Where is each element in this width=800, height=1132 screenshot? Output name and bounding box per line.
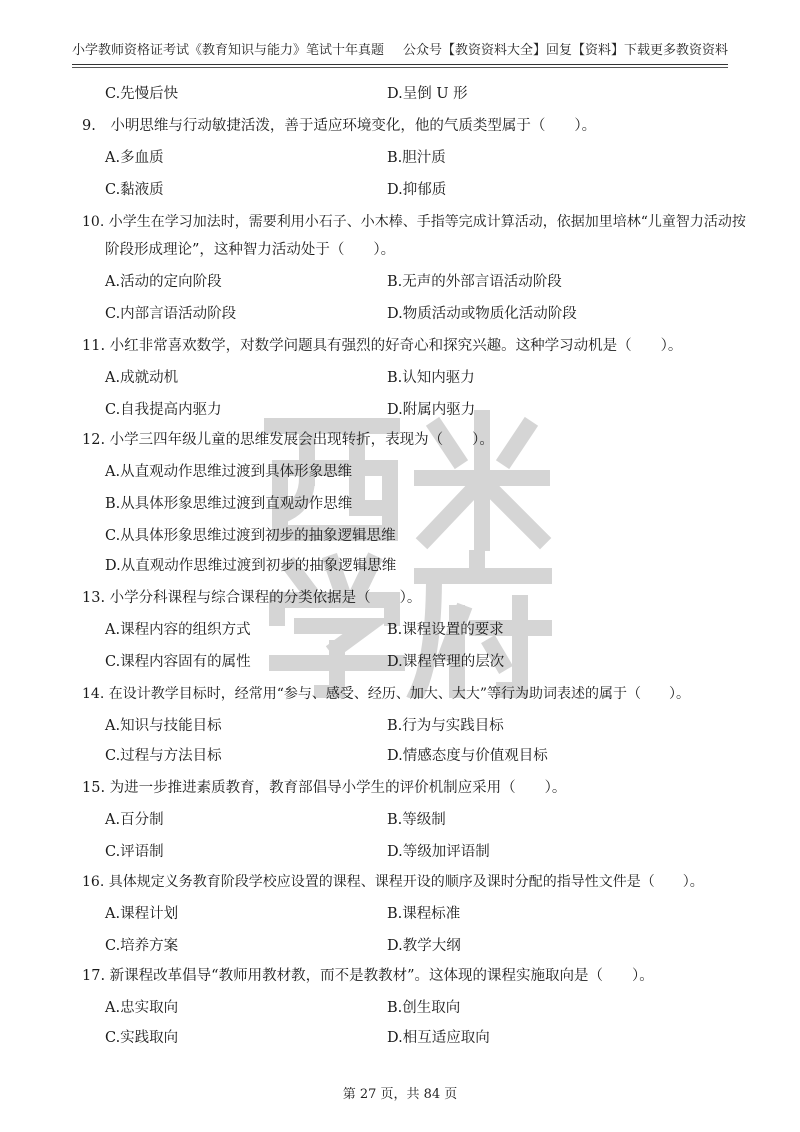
- header-promo: 公众号【教资资料大全】回复【资料】下载更多教资资料: [402, 43, 728, 58]
- option-10c: C.内部言语活动阶段: [105, 306, 237, 322]
- option-12a: A.从直观动作思维过渡到具体形象思维: [105, 464, 353, 480]
- header-title: 小学教师资格证考试《教育知识与能力》笔试十年真题: [72, 43, 385, 58]
- page-number: 第 27 页，共 84 页: [342, 1087, 458, 1102]
- header-rule-thin: [72, 67, 728, 68]
- question-12: 12. 小学三四年级儿童的思维发展会出现转折，表现为（ ）。: [82, 432, 494, 448]
- option-9b: B.胆汁质: [387, 150, 446, 166]
- option-9d: D.抑郁质: [387, 182, 447, 198]
- option-13d: D.课程管理的层次: [387, 654, 505, 670]
- question-14: 14. 在设计教学目标时，经常用“参与、感受、经历、加大、大大”等行为助词表述的属于（ ）。: [82, 686, 691, 702]
- option-11b: B.认知内驱力: [387, 370, 475, 386]
- option-15c: C.评语制: [105, 844, 164, 860]
- option-8c: C.先慢后快: [105, 86, 179, 102]
- option-15a: A.百分制: [105, 812, 164, 828]
- option-11c: C.自我提高内驱力: [105, 402, 222, 418]
- option-13a: A.课程内容的组织方式: [105, 622, 251, 638]
- question-9: 9. 小明思维与行动敏捷活泼，善于适应环境变化，他的气质类型属于（ ）。: [82, 118, 597, 134]
- option-14d: D.情感态度与价值观目标: [387, 748, 548, 764]
- option-15b: B.等级制: [387, 812, 446, 828]
- question-10: 10. 小学生在学习加法时，需要利用小石子、小木棒、手指等完成计算活动，依据加里培林“儿童智力活动按: [82, 214, 746, 230]
- option-12c: C.从具体形象思维过渡到初步的抽象逻辑思维: [105, 528, 396, 544]
- question-17: 17. 新课程改革倡导“教师用教材教，而不是教教材”。这体现的课程实施取向是（ ）。: [82, 968, 654, 984]
- option-12d: D.从直观动作思维过渡到初步的抽象逻辑思维: [105, 558, 397, 574]
- option-8d: D.呈倒 U 形: [387, 86, 468, 102]
- question-11: 11. 小红非常喜欢数学，对数学问题具有强烈的好奇心和探究兴趣。这种学习动机是（ ）。: [82, 338, 683, 354]
- question-15: 15. 为进一步推进素质教育，教育部倡导小学生的评价机制应采用（ ）。: [82, 780, 567, 796]
- option-14b: B.行为与实践目标: [387, 718, 504, 734]
- option-12b: B.从具体形象思维过渡到直观动作思维: [105, 496, 353, 512]
- option-17d: D.相互适应取向: [387, 1030, 490, 1046]
- option-10d: D.物质活动或物质化活动阶段: [387, 306, 577, 322]
- option-10b: B.无声的外部言语活动阶段: [387, 274, 562, 290]
- option-16a: A.课程计划: [105, 906, 179, 922]
- option-16d: D.教学大纲: [387, 938, 461, 954]
- option-9a: A.多血质: [105, 150, 164, 166]
- question-16: 16. 具体规定义务教育阶段学校应设置的课程、课程开设的顺序及课时分配的指导性文件是（ ）。: [82, 874, 704, 890]
- option-16b: B.课程标准: [387, 906, 461, 922]
- option-13b: B.课程设置的要求: [387, 622, 504, 638]
- option-11a: A.成就动机: [105, 370, 179, 386]
- header-rule: [72, 64, 728, 65]
- option-9c: C.黏液质: [105, 182, 164, 198]
- question-10-continued: 阶段形成理论”，这种智力活动处于（ ）。: [105, 242, 396, 258]
- question-13: 13. 小学分科课程与综合课程的分类依据是（ ）。: [82, 590, 422, 606]
- option-17c: C.实践取向: [105, 1030, 179, 1046]
- option-14a: A.知识与技能目标: [105, 718, 222, 734]
- option-13c: C.课程内容固有的属性: [105, 654, 251, 670]
- option-16c: C.培养方案: [105, 938, 179, 954]
- option-10a: A.活动的定向阶段: [105, 274, 222, 290]
- page-header: [72, 43, 728, 59]
- option-17a: A.忠实取向: [105, 1000, 179, 1016]
- option-14c: C.过程与方法目标: [105, 748, 222, 764]
- option-17b: B.创生取向: [387, 1000, 461, 1016]
- option-15d: D.等级加评语制: [387, 844, 490, 860]
- option-11d: D.附属内驱力: [387, 402, 476, 418]
